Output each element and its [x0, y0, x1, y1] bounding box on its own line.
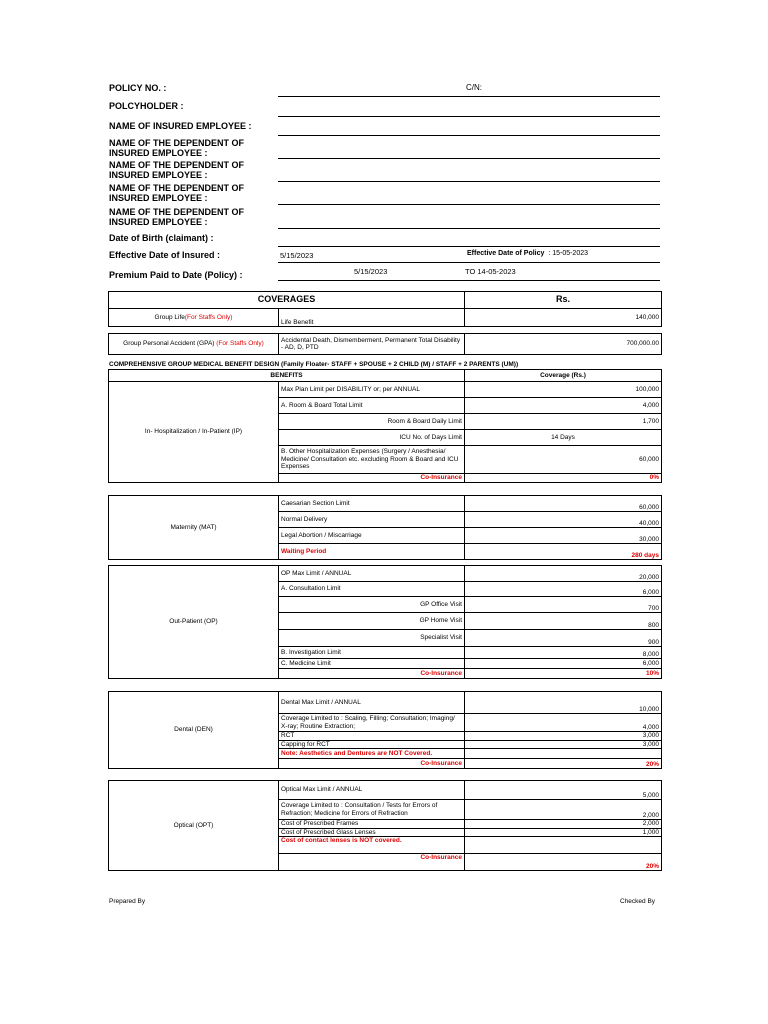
op-specialist: Specialist Visit — [279, 630, 465, 647]
medical-title: COMPREHENSIVE GROUP MEDICAL BENEFIT DESIGN (Family Floater- STAFF + SPOUSE + 2 CHILD (M) / STAFF + 2 PARENTS (UM)) — [109, 361, 519, 368]
den-note: Note: Aesthetics and Dentures are NOT Covered. — [279, 749, 465, 759]
dependent-line-4 — [278, 228, 660, 229]
coverages-spacer — [109, 327, 662, 334]
ip-other-expenses-value: 60,000 — [465, 446, 662, 474]
coverage-header: Coverage (Rs.) — [465, 370, 662, 382]
dob-line — [278, 246, 660, 247]
dependent-label-4: NAME OF THE DEPENDENT OF INSURED EMPLOYEE : — [109, 207, 245, 227]
op-gp-office: GP Office Visit — [279, 597, 465, 613]
dependent-label-2: NAME OF THE DEPENDENT OF INSURED EMPLOYEE : — [109, 160, 245, 180]
mat-category: Maternity (MAT) — [109, 496, 279, 560]
group-life: Group Life(For Staffs Only) — [109, 309, 279, 327]
policyholder-label: POLCYHOLDER : — [109, 101, 184, 111]
ip-icu-days-value: 14 Days — [465, 430, 662, 446]
insured-employee-label: NAME OF INSURED EMPLOYEE : — [109, 121, 252, 131]
ip-max-limit-value: 100,000 — [465, 382, 662, 398]
benefits-header: BENEFITS — [109, 370, 465, 382]
premium-paid-label: Premium Paid to Date (Policy) : — [109, 270, 243, 280]
opt-coinsurance-value: 20% — [465, 854, 662, 871]
opt-max-limit-value: 5,000 — [465, 781, 662, 800]
ip-coinsurance-value: 0% — [465, 474, 662, 483]
effective-line — [278, 262, 660, 263]
premium-line — [278, 280, 660, 281]
gpa-value: 700,000.00 — [465, 334, 662, 355]
ip-room-board-value: 4,000 — [465, 398, 662, 414]
op-consultation-value: 6,000 — [465, 582, 662, 597]
den-coverage-value: 4,000 — [465, 714, 662, 732]
dob-label: Date of Birth (claimant) : — [109, 233, 214, 243]
op-max-limit-value: 20,000 — [465, 566, 662, 582]
op-gp-home: GP Home Visit — [279, 613, 465, 630]
gpa-benefit: Accidental Death, Dismemberment, Permanent Total Disability - AD, D, PTD — [279, 334, 465, 355]
ip-max-limit: Max Plan Limit per DISABILITY or; per ANNUAL — [279, 382, 465, 398]
effective-insured-value: 5/15/2023 — [280, 251, 314, 260]
den-capping: Capping for RCT — [279, 740, 465, 749]
op-medicine-value: 6,000 — [465, 659, 662, 669]
op-gp-office-value: 700 — [465, 597, 662, 613]
ip-table — [108, 369, 662, 483]
dependent-line-2 — [278, 181, 660, 182]
opt-lenses-value: 1,000 — [465, 828, 662, 837]
op-medicine: C. Medicine Limit — [279, 659, 465, 669]
opt-frames: Cost of Prescribed Frames — [279, 820, 465, 829]
op-investigation: B. Investigation Limit — [279, 647, 465, 659]
op-max-limit: OP Max Limit / ANNUAL — [279, 566, 465, 582]
op-investigation-value: 8,000 — [465, 647, 662, 659]
den-max-limit-value: 10,000 — [465, 692, 662, 714]
life-benefit: Life Benefit — [279, 309, 465, 327]
mat-caesarian-value: 60,000 — [465, 496, 662, 512]
den-note-empty — [465, 749, 662, 759]
dependent-label-3: NAME OF THE DEPENDENT OF INSURED EMPLOYEE : — [109, 183, 245, 203]
ip-other-expenses: B. Other Hospitalization Expenses (Surgery / Anesthesia/ Medicine/ Consultation etc. excluding Room & Board and ICU Expenses — [279, 446, 465, 474]
premium-to: TO 14-05-2023 — [465, 267, 516, 276]
mat-waiting: Waiting Period — [279, 544, 465, 560]
op-consultation: A. Consultation Limit — [279, 582, 465, 597]
ip-room-board: A. Room & Board Total Limit — [279, 398, 465, 414]
cn-label: C/N: — [466, 83, 482, 92]
mat-caesarian: Caesarian Section Limit — [279, 496, 465, 512]
policy-no-label: POLICY NO. : — [109, 83, 167, 93]
den-max-limit: Dental Max Limit / ANNUAL — [279, 692, 465, 714]
mat-normal-value: 40,000 — [465, 512, 662, 528]
life-benefit-value: 140,000 — [465, 309, 662, 327]
mat-table — [108, 495, 662, 560]
op-table — [108, 565, 662, 679]
insured-employee-line — [278, 135, 660, 136]
rs-header: Rs. — [465, 292, 662, 309]
dependent-line-1 — [278, 158, 660, 159]
coverages-table — [108, 291, 662, 355]
premium-from: 5/15/2023 — [354, 267, 388, 276]
opt-contact: Cost of contact lenses is NOT covered. — [279, 837, 465, 854]
op-gp-home-value: 800 — [465, 613, 662, 630]
ip-coinsurance: Co-Insurance — [279, 474, 465, 483]
den-rct-value: 3,000 — [465, 732, 662, 741]
opt-coinsurance: Co-Insurance — [279, 854, 465, 871]
effective-insured-label: Effective Date of Insured : — [109, 250, 221, 260]
opt-category: Optical (OPT) — [109, 781, 279, 871]
opt-frames-value: 2,000 — [465, 820, 662, 829]
opt-coverage: Coverage Limited to : Consultation / Tests for Errors of Refraction; Medicine for Errors of Refraction — [279, 800, 465, 820]
effective-policy: Effective Date of Policy : 15-05-2023 — [467, 250, 589, 257]
dependent-label-1: NAME OF THE DEPENDENT OF INSURED EMPLOYEE : — [109, 138, 245, 158]
opt-max-limit: Optical Max Limit / ANNUAL — [279, 781, 465, 800]
opt-lenses: Cost of Prescribed Glass Lenses — [279, 828, 465, 837]
ip-room-board-daily-value: 1,700 — [465, 414, 662, 430]
den-coverage: Coverage Limited to : Scaling, Filling; Consultation; Imaging/ X-ray; Routine Extraction; — [279, 714, 465, 732]
op-category: Out-Patient (OP) — [109, 566, 279, 679]
op-coinsurance: Co-Insurance — [279, 669, 465, 679]
opt-contact-empty — [465, 837, 662, 854]
opt-table — [108, 780, 662, 871]
mat-normal: Normal Delivery — [279, 512, 465, 528]
policyholder-line — [278, 116, 660, 117]
den-category: Dental (DEN) — [109, 692, 279, 769]
checked-by: Checked By — [620, 898, 656, 905]
mat-waiting-value: 280 days — [465, 544, 662, 560]
gpa: Group Personal Accident (GPA) (For Staffs Only) — [109, 334, 279, 355]
ip-icu-days: ICU No. of Days Limit — [279, 430, 465, 446]
mat-abortion: Legal Abortion / Miscarriage — [279, 528, 465, 544]
den-rct: RCT — [279, 732, 465, 741]
den-coinsurance-value: 20% — [465, 759, 662, 769]
den-capping-value: 3,000 — [465, 740, 662, 749]
coverages-header: COVERAGES — [109, 292, 465, 309]
prepared-by: Prepared By — [109, 898, 146, 905]
ip-category: In- Hospitalization / In-Patient (IP) — [109, 382, 279, 483]
opt-coverage-value: 2,000 — [465, 800, 662, 820]
dependent-line-3 — [278, 204, 660, 205]
mat-abortion-value: 30,000 — [465, 528, 662, 544]
op-coinsurance-value: 10% — [465, 669, 662, 679]
den-coinsurance: Co-Insurance — [279, 759, 465, 769]
ip-room-board-daily: Room & Board Daily Limit — [279, 414, 465, 430]
policy-no-line — [278, 96, 660, 97]
op-specialist-value: 900 — [465, 630, 662, 647]
den-table — [108, 691, 662, 769]
